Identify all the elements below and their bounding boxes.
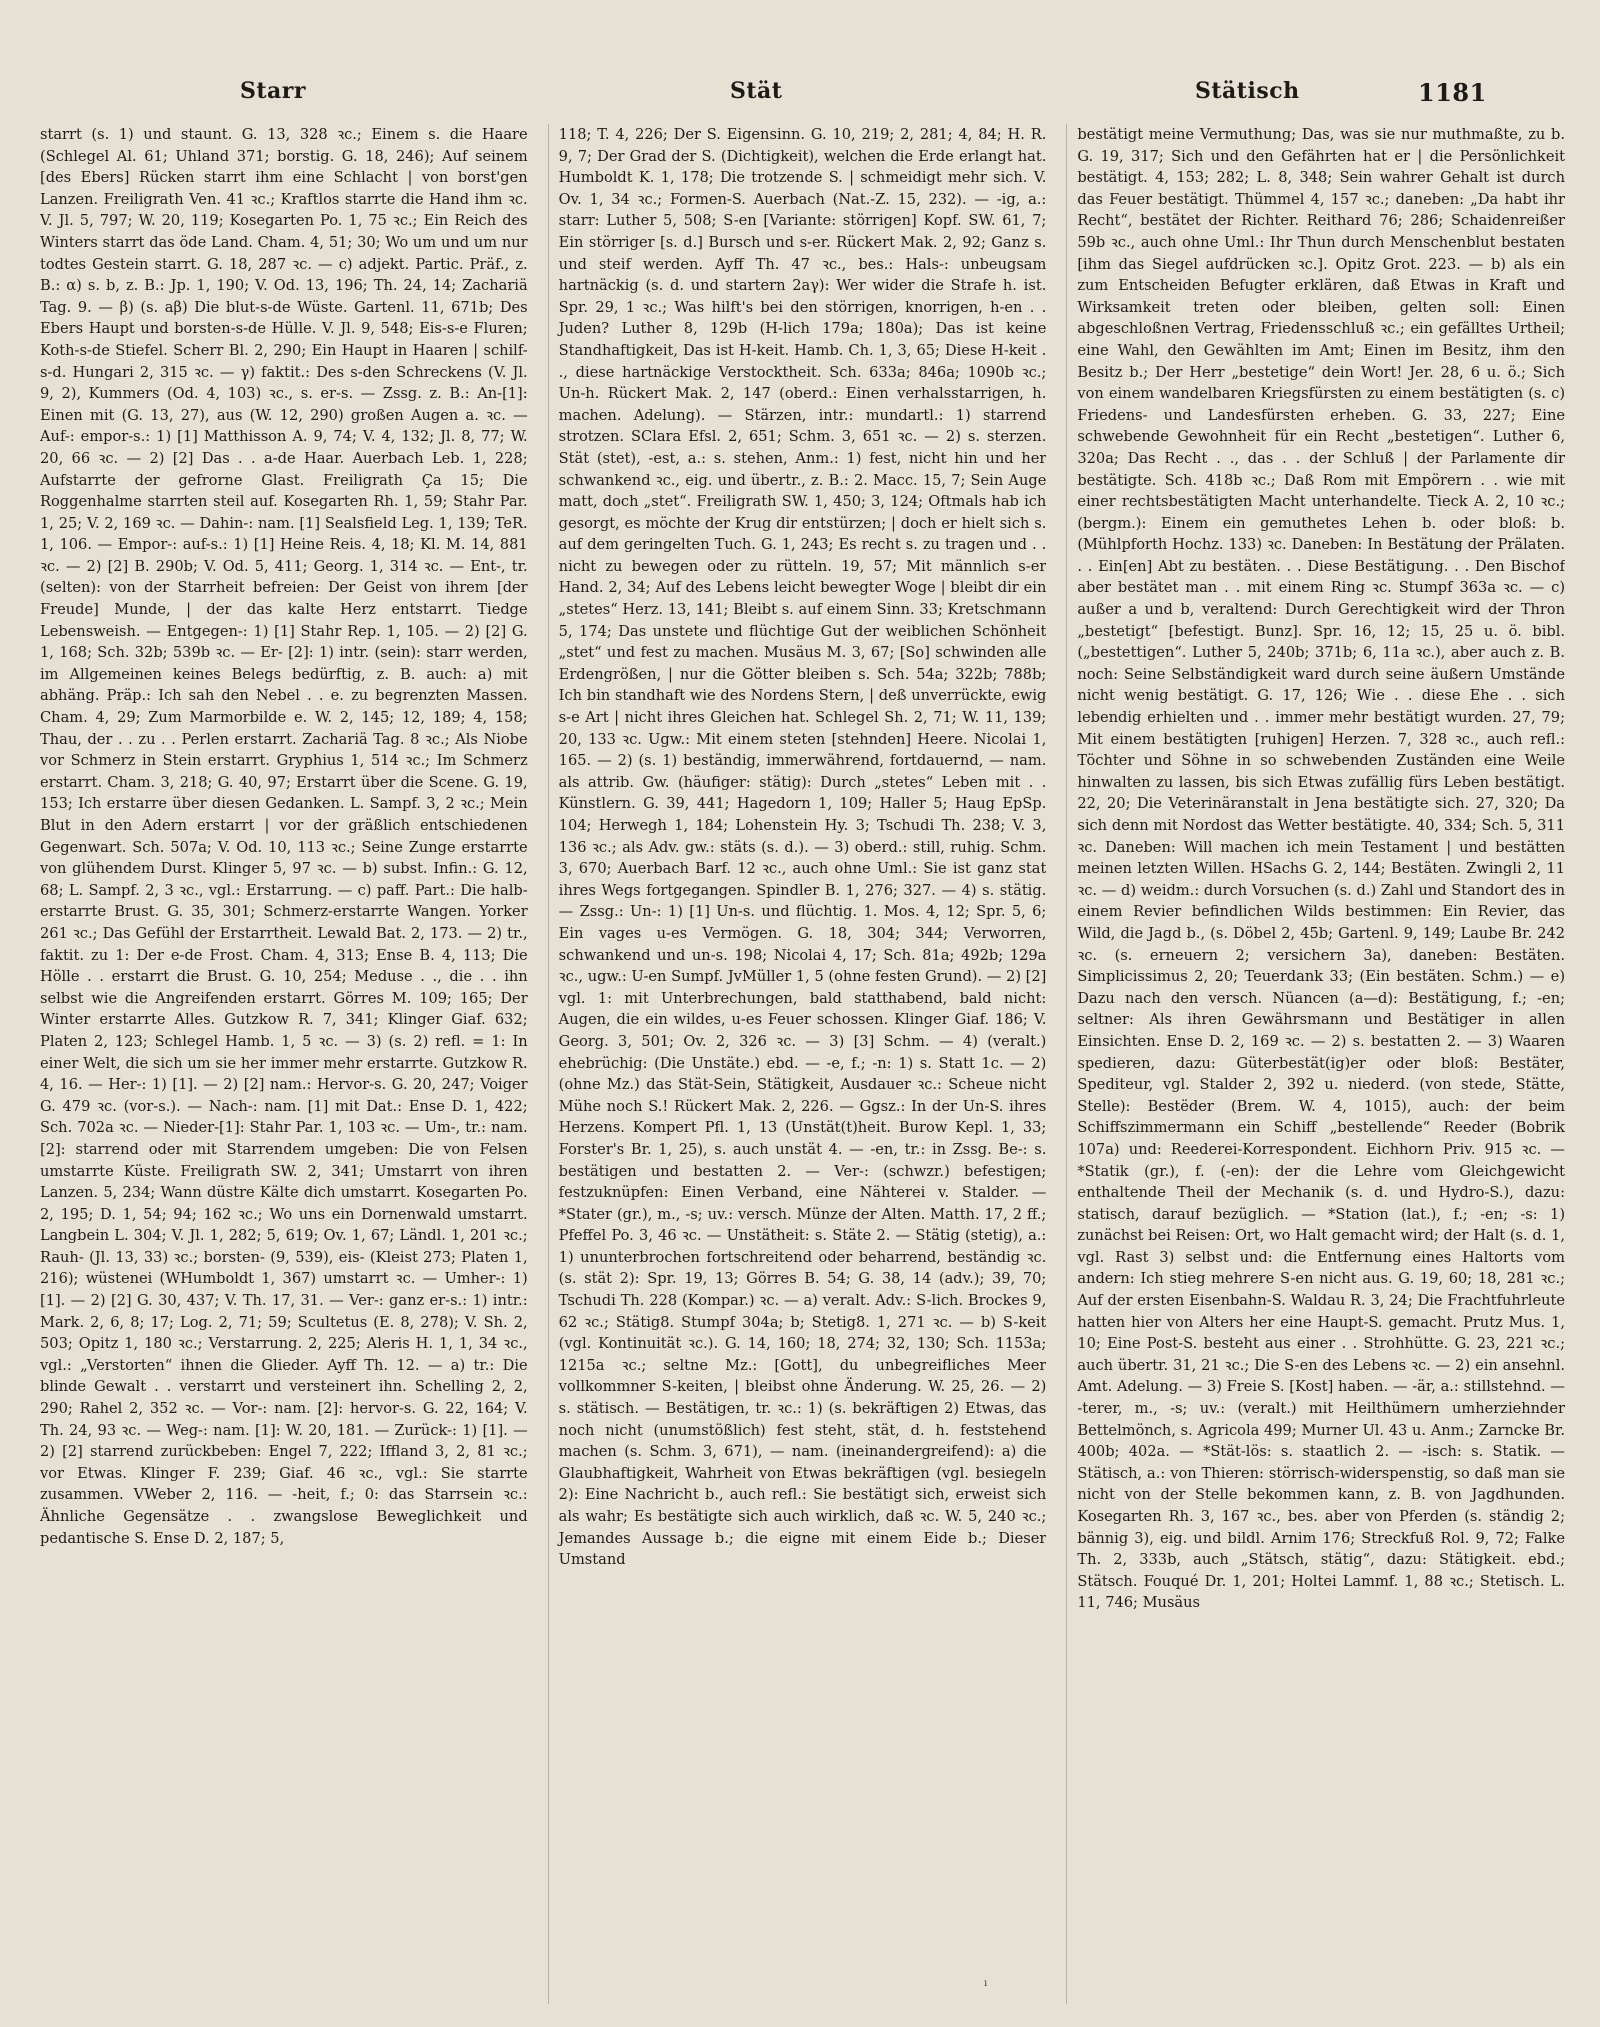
header-left-keyword: Starr <box>240 78 306 104</box>
page-header <box>0 78 1600 112</box>
column-left-text: starrt (s. 1) und staunt. G. 13, 328 ꝛc.; Einem s. die Haare (Schlegel Al. 61; Uhland 371; borstig. G. 18, 246); Auf seinem [des Ebers] Rücken starrt ihm eine Schlacht | von borst'gen Lanzen. Freiligrath Ven. 41 ꝛc.; Kraftlos starrte die Hand ihm ꝛc. V. Jl. 5, 797; W. 20, 119; Kosegarten Po. 1, 75 ꝛc.; Ein Reich des Winters starrt das öde Land. Cham. 4, 51; 30; Wo um und um nur todtes Gestein starrt. G. 18, 287 ꝛc. — c) adjekt. Partic. Präf., z. B.: α) s. b, z. B.: Jp. 1, 190; V. Od. 13, 196; Th. 24, 14; Zachariä Tag. 9. — β) (s. aβ) Die blut-s-de Wüste. Gartenl. 11, 671b; Des Ebers Haupt und borsten-s-de Hülle. V. Jl. 9, 548; Eis-s-e Fluren; Koth-s-de Stiefel. Scherr Bl. 2, 290; Ein Haupt in Haaren | schilf-s-d. Hungari 2, 315 ꝛc. — γ) faktit.: Des s-den Schreckens (V. Jl. 9, 2), Kummers (Od. 4, 103) ꝛc., s. er-s. — Zssg. z. B.: An-[1]: Einen mit (G. 13, 27), aus (W. 12, 290) großen Augen a. ꝛc. — Auf-: empor-s.: 1) [1] Matthisson A. 9, 74; V. 4, 132; Jl. 8, 77; W. 20, 66 ꝛc. — 2) [2] Das . . a-de Haar. Auerbach Leb. 1, 228; Aufstarrte der gefrorne Glast. Freiligrath Ça 15; Die Roggenhalme starrten steil auf. Kosegarten Rh. 1, 59; Stahr Par. 1, 25; V. 2, 169 ꝛc. — Dahin-: nam. [1] Sealsfield Leg. 1, 139; TeR. 1, 106. — Empor-: auf-s.: 1) [1] Heine Reis. 4, 18; Kl. M. 14, 881 ꝛc. — 2) [2] B. 290b; V. Od. 5, 411; Georg. 1, 314 ꝛc. — Ent-, tr. (selten): von der Starrheit befreien: Der Geist von ihrem [der Freude] Munde, | der das kalte Herz entstarrt. Tiedge Lebensweish. — Entgegen-: 1) [1] Stahr Rep. 1, 105. — 2) [2] G. 1, 168; Sch. 32b; 539b ꝛc. — Er- [2]: 1) intr. (sein): starr werden, im Allgemeinen keines Belegs bedürftig, z. B. auch: a) mit abhäng. Präp.: Ich sah den Nebel . . e. zu begrenzten Massen. Cham. 4, 29; Zum Marmorbilde e. W. 2, 145; 12, 189; 4, 158; Thau, der . . zu . . Perlen erstarrt. Zachariä Tag. 8 ꝛc.; Als Niobe vor Schmerz in Stein erstarrt. Gryphius 1, 514 ꝛc.; Im Schmerz erstarrt. Cham. 3, 218; G. 40, 97; Erstarrt über die Scene. G. 19, 153; Ich erstarre über diesen Gedanken. L. Sampf. 3, 2 ꝛc.; Mein Blut in den Adern erstarrt | vor der gräßlich entschiedenen Gegenwart. Sch. 507a; V. Od. 10, 113 ꝛc.; Seine Zunge erstarrte von glühendem Durst. Klinger 5, 97 ꝛc. — b) subst. Infin.: G. 12, 68; L. Sampf. 2, 3 ꝛc., vgl.: Erstarrung. — c) paff. Part.: Die halb-erstarrte Brust. G. 35, 301; Schmerz-erstarrte Wangen. Yorker 261 ꝛc.; Das Gefühl der Erstarrtheit. Lewald Bat. 2, 173. — 2) tr., faktit. zu 1: Der e-de Frost. Cham. 4, 313; Ense B. 4, 113; Die Hölle . . erstarrt die Brust. G. 10, 254; Meduse . ., die . . ihn selbst wie die Angreifenden erstarrt. Görres M. 109; 165; Der Winter erstarrte Alles. Gutzkow R. 7, 341; Klinger Giaf. 632; Platen 2, 123; Schlegel Hamb. 1, 5 ꝛc. — 3) (s. 2) refl. = 1: In einer Welt, die sich um sie her immer mehr erstarrte. Gutzkow R. 4, 16. — Her-: 1) [1]. — 2) [2] nam.: Hervor-s. G. 20, 247; Voiger G. 479 ꝛc. (vor-s.). — Nach-: nam. [1] mit Dat.: Ense D. 1, 422; Sch. 702a ꝛc. — Nieder-[1]: Stahr Par. 1, 103 ꝛc. — Um-, tr.: nam. [2]: starrend oder mit Starrendem umgeben: Die von Felsen umstarrte Küste. Freiligrath SW. 2, 341; Umstarrt von ihren Lanzen. 5, 234; Wann düstre Kälte dich umstarrt. Kosegarten Po. 2, 195; D. 1, 54; 94; 162 ꝛc.; Wo uns ein Dornenwald umstarrt. Langbein L. 304; V. Jl. 1, 282; 5, 619; Ov. 1, 67; Ländl. 1, 201 ꝛc.; Rauh- (Jl. 13, 33) ꝛc.; borsten- (9, 539), eis- (Kleist 273; Platen 1, 216); wüstenei (WHumboldt 1, 367) umstarrt ꝛc. — Umher-: 1) [1]. — 2) [2] G. 30, 437; V. Th. 17, 31. — Ver-: ganz er-s.: 1) intr.: Mark. 2, 6, 8; 17; Log. 2, 71; 59; Scultetus (E. 8, 278); V. Sh. 2, 503; Opitz 1, 180 ꝛc.; Verstarrung. 2, 225; Aleris H. 1, 1, 34 ꝛc., vgl.: „Verstorten“ ihnen die Glieder. Ayff Th. 12. — a) tr.: Die blinde Gewalt . . verstarrt und versteinert ihn. Schelling 2, 2, 290; Rahel 2, 352 ꝛc. — Vor-: nam. [2]: hervor-s. G. 22, 164; V. Th. 24, 93 ꝛc. — Weg-: nam. [1]: W. 20, 181. — Zurück-: 1) [1]. — 2) [2] starrend zurückbeben: Engel 7, 222; Iffland 3, 2, 81 ꝛc.; vor Etwas. Klinger F. 239; Giaf. 46 ꝛc., vgl.: Sie starrte zusammen. VWeber 2, 116. — -heit, f.; 0: das Starrsein ꝛc.: Ähnliche Gegensätze . . zwangslose Beweglichkeit und pedantische S. Ense D. 2, 187; 5, <box>40 126 528 1547</box>
column-right <box>1066 124 1565 2004</box>
column-middle-text: 118; T. 4, 226; Der S. Eigensinn. G. 10, 219; 2, 281; 4, 84; H. R. 9, 7; Der Grad der S. (Dichtigkeit), welchen die Erde erlangt hat. Humboldt K. 1, 178; Die trotzende S. | schmeidigt mehr sich. V. Ov. 1, 34 ꝛc.; Formen-S. Auerbach (Nat.-Z. 15, 232). — -ig, a.: starr: Luther 5, 508; S-en [Variante: störrigen] Kopf. SW. 61, 7; Ein störriger [s. d.] Bursch und s-er. Rückert Mak. 2, 92; Ganz s. und steif werden. Ayff Th. 47 ꝛc., bes.: Hals-: unbeugsam hartnäckig (s. d. und startern 2aγ): Wer wider die Strafe h. ist. Spr. 29, 1 ꝛc.; Was hilft's bei den störrigen, knorrigen, h-en . . Juden? Luther 8, 129b (H-lich 179a; 180a); Das ist keine Standhaftigkeit, Das ist H-keit. Hamb. Ch. 1, 3, 65; Diese H-keit . ., diese hartnäckige Verstocktheit. Sch. 633a; 846a; 1090b ꝛc.; Un-h. Rückert Mak. 2, 147 (oberd.: Einen verhalsstarrigen, h. machen. Adelung). — Stärzen, intr.: mundartl.: 1) starrend strotzen. SClara Efsl. 2, 651; Schm. 3, 651 ꝛc. — 2) s. sterzen. Stät (stet), -est, a.: s. stehen, Anm.: 1) fest, nicht hin und her schwankend ꝛc., eig. und übertr., z. B.: 2. Macc. 15, 7; Sein Auge matt, doch „stet“. Freiligrath SW. 1, 450; 3, 124; Oftmals hab ich gesorgt, es möchte der Krug dir entstürzen; | doch er hielt sich s. auf dem geringelten Tuch. G. 1, 243; Es recht s. zu tragen und . . nicht zu bewegen oder zu rütteln. 19, 57; Mit männlich s-er Hand. 2, 34; Auf des Lebens leicht bewegter Woge | bleibt dir ein „stetes“ Herz. 13, 141; Bleibt s. auf einem Sinn. 33; Kretschmann 5, 174; Das unstete und flüchtige Gut der weiblichen Schönheit „stet“ und fest zu machen. Musäus M. 3, 67; [So] schwinden alle Erdengrößen, | nur die Götter bleiben s. Sch. 54a; 322b; 788b; Ich bin standhaft wie des Nordens Stern, | deß unverrückte, ewig s-e Art | nicht ihres Gleichen hat. Schlegel Sh. 2, 71; W. 11, 139; 20, 133 ꝛc. Ugw.: Mit einem steten [stehnden] Heere. Nicolai 1, 165. — 2) (s. 1) beständig, immerwährend, fortdauernd, — nam. als attrib. Gw. (häufiger: stätig): Durch „stetes“ Leben mit . . Künstlern. G. 39, 441; Hagedorn 1, 109; Haller 5; Haug EpSp. 104; Herwegh 1, 184; Lohenstein Hy. 3; Tschudi Th. 238; V. 3, 136 ꝛc.; als Adv. gw.: stäts (s. d.). — 3) oberd.: still, ruhig. Schm. 3, 670; Auerbach Barf. 12 ꝛc., auch ohne Uml.: Sie ist ganz stat ihres Wegs fortgegangen. Spindler B. 1, 276; 327. — 4) s. stätig. — Zssg.: Un-: 1) [1] Un-s. und flüchtig. 1. Mos. 4, 12; Spr. 5, 6; Ein vages u-es Vermögen. G. 18, 304; 344; Verworren, schwankend und un-s. 198; Nicolai 4, 17; Sch. 81a; 492b; 129a ꝛc., ugw.: U-en Sumpf. JvMüller 1, 5 (ohne festen Grund). — 2) [2] vgl. 1: mit Unterbrechungen, bald statthabend, bald nicht: Augen, die ein wildes, u-es Feuer schossen. Klinger Giaf. 186; V. Georg. 3, 501; Ov. 2, 326 ꝛc. — 3) [3] Schm. — 4) (veralt.) ehebrüchig: (Die Unstäte.) ebd. — -e, f.; -n: 1) s. Statt 1c. — 2) (ohne Mz.) das Stät-Sein, Stätigkeit, Ausdauer ꝛc.: Scheue nicht Mühe noch S.! Rückert Mak. 2, 226. — Ggsz.: In der Un-S. ihres Herzens. Kompert Pfl. 1, 13 (Unstät(t)heit. Burow Kepl. 1, 33; Forster's Br. 1, 25), s. auch unstät 4. — -en, tr.: in Zssg. Be-: s. bestätigen und bestatten 2. — Ver-: (schwzr.) befestigen; festzuknüpfen: Einen Verband, eine Nähterei v. Stalder. — *Stater (gr.), m., -s; uv.: versch. Münze der Alten. Matth. 17, 2 ff.; Pfeffel Po. 3, 46 ꝛc. — Unstätheit: s. Stäte 2. — Stätig (stetig), a.: 1) ununterbrochen fortschreitend oder beharrend, beständig ꝛc. (s. stät 2): Spr. 19, 13; Görres B. 54; G. 38, 14 (adv.); 39, 70; Tschudi Th. 228 (Kompar.) ꝛc. — a) veralt. Adv.: S-lich. Brockes 9, 62 ꝛc.; Stätig8. Stumpf 304a; b; Stetig8. 1, 271 ꝛc. — b) S-keit (vgl. Kontinuität ꝛc.). G. 14, 160; 18, 274; 32, 130; Sch. 1153a; 1215a ꝛc.; seltne Mz.: [Gott], du unbegreifliches Meer vollkommner S-keiten, | bleibst ohne Änderung. W. 25, 26. — 2) s. stätisch. — Bestätigen, tr. ꝛc.: 1) (s. bekräftigen 2) Etwas, das noch nicht (unumstößlich) fest steht, stät, d. h. feststehend machen (s. Schm. 3, 671), — nam. (ineinandergreifend): a) die Glaubhaftigkeit, Wahrheit von Etwas bekräftigen (vgl. besiegeln 2): Eine Nachricht b., auch refl.: Sie bestätigt sich, erweist sich als wahr; Es bestätigte sich auch wirklich, daß ꝛc. W. 5, 240 ꝛc.; Jemandes Aussage b.; die eigne mit einem Eide b.; Dieser Umstand <box>558 126 1047 1569</box>
page-number: 1181 <box>1418 78 1487 107</box>
header-center-keyword: Stät <box>730 78 783 104</box>
header-right-keyword: Stätisch <box>1195 78 1300 104</box>
column-left <box>40 124 528 2004</box>
footer-mark: ı <box>984 1978 988 1989</box>
column-right-text: bestätigt meine Vermuthung; Das, was sie nur muthmaßte, zu b. G. 19, 317; Sich und den Gefährten hat er | die Persönlichkeit bestätigt. 4, 153; 282; L. 8, 348; Sein wahrer Gehalt ist durch das Feuer bestätigt. Thümmel 4, 157 ꝛc.; daneben: „Da habt ihr Recht“, bestätet der Richter. Reithard 76; 286; Schaidenreißer 59b ꝛc., auch ohne Uml.: Ihr Thun durch Menschenblut bestaten [ihm das Siegel aufdrücken ꝛc.]. Opitz Grot. 223. — b) als ein zum Entscheiden Befugter erklären, daß Etwas in Kraft und Wirksamkeit treten oder bleiben, gelten soll: Einen abgeschloßnen Vertrag, Friedensschluß ꝛc.; ein gefälltes Urtheil; eine Wahl, den Gewählten im Amt; Einen im Besitz, ihm den Besitz b.; Der Herr „bestetige“ dein Wort! Jer. 28, 6 u. ö.; Sich von einem wandelbaren Kriegsfürsten zu einem bestätigten (s. c) Friedens- und Landesfürsten erheben. G. 33, 227; Eine schwebende Gewohnheit für ein Recht „bestetigen“. Luther 6, 320a; Das Recht . ., das . . der Schluß | der Parlamente dir bestätigte. Sch. 418b ꝛc.; Daß Rom mit Empörern . . wie mit einer rechtsbestätigten Macht unterhandelte. Tieck A. 2, 10 ꝛc.; (bergm.): Einem ein gemuthetes Lehen b. oder bloß: b. (Mühlpforth Hochz. 133) ꝛc. Daneben: In Bestätung der Prälaten. . . Ein[en] Abt zu bestäten. . . Diese Bestätigung. . . Den Bischof aber bestätet man . . mit einem Ring ꝛc. Stumpf 363a ꝛc. — c) außer a und b, veraltend: Durch Gerechtigkeit wird der Thron „bestetigt“ [befestigt. Bunz]. Spr. 16, 12; 15, 25 u. ö. bibl. („bestettigen“. Luther 5, 240b; 371b; 6, 11a ꝛc.), aber auch z. B. noch: Seine Selbständigkeit ward durch seine äußern Umstände nicht wenig bestätigt. G. 17, 126; Wie . . diese Ehe . . sich lebendig erhielten und . . immer mehr bestätigt wurden. 27, 79; Mit einem bestätigten [ruhigen] Herzen. 7, 328 ꝛc., auch refl.: Töchter und Söhne in so schwebenden Zuständen eine Weile hinwalten zu lassen, bis sich Etwas zufällig fürs Leben bestätigt. 22, 20; Die Veterinäranstalt in Jena bestätigte sich. 27, 320; Da sich denn mit Nordost das Wetter bestätigte. 40, 334; Sch. 5, 311 ꝛc. Daneben: Will machen ich mein Testament | und bestätten meinen letzten Willen. HSachs G. 2, 144; Bestäten. Zwingli 2, 11 ꝛc. — d) weidm.: durch Vorsuchen (s. d.) Zahl und Standort des in einem Revier befindlichen Wilds bestimmen: Ein Revier, das Wild, die Jagd b., (s. Döbel 2, 45b; Gartenl. 9, 149; Laube Br. 242 ꝛc. (s. erneuern 2; versichern 3a), daneben: Bestäten. Simplicissimus 2, 20; Teuerdank 33; (Ein bestäten. Schm.) — e) Dazu nach den versch. Nüancen (a—d): Bestätigung, f.; -en; seltner: Als ihren Gewährsmann und Bestätiger in allen Einsichten. Ense D. 2, 169 ꝛc. — 2) s. bestatten 2. — 3) Waaren spedieren, dazu: Güterbestät(ig)er oder bloß: Bestäter, Spediteur, vgl. Stalder 2, 392 u. niederd. (von stede, Stätte, Stelle): Bestëder (Brem. W. 4, 1015), auch: der beim Schiffszimmermann ein Schiff „bestellende“ Reeder (Bobrik 107a) und: Reederei-Korrespondent. Eichhorn Priv. 915 ꝛc. — *Statik (gr.), f. (-en): der die Lehre vom Gleichgewicht enthaltende Theil der Mechanik (s. d. und Hydro-S.), dazu: statisch, darauf bezüglich. — *Station (lat.), f.; -en; -s: 1) zunächst bei Reisen: Ort, wo Halt gemacht wird; der Halt (s. d. 1, vgl. Rast 3) selbst und: die Entfernung eines Haltorts vom andern: Ich stieg mehrere S-en nicht aus. G. 19, 60; 18, 281 ꝛc.; Auf der ersten Eisenbahn-S. Waldau R. 3, 24; Die Frachtfuhrleute hatten hier von Alters her eine Haupt-S. gemacht. Prutz Mus. 1, 10; Eine Post-S. besteht aus einer . . Strohhütte. G. 23, 221 ꝛc.; auch übertr. 31, 21 ꝛc.; Die S-en des Lebens ꝛc. — 2) ein ansehnl. Amt. Adelung. — 3) Freie S. [Kost] haben. — -är, a.: stillstehnd. — -terer, m., -s; uv.: (veralt.) mit Heilthümern umherziehnder Bettelmönch, s. Agricola 499; Murner Ul. 43 u. Anm.; Zarncke Br. 400b; 402a. — *Stät-lös: s. staatlich 2. — -isch: s. Statik. — Stätisch, a.: von Thieren: störrisch-widerspenstig, so daß man sie nicht von der Stelle bekommen kann, z. B. von Jagdhunden. Kosegarten Rh. 3, 167 ꝛc., bes. aber von Pferden (s. ständig 2; bännig 3), eig. und bildl. Arnim 176; Streckfuß Rol. 9, 72; Falke Th. 2, 333b, auch „Stätsch, stätig“, dazu: Stätigkeit. ebd.; Stätsch. Fouqué Dr. 1, 201; Holtei Lammf. 1, 88 ꝛc.; Stetisch. L. 11, 746; Musäus <box>1077 126 1566 1612</box>
column-middle <box>548 124 1047 2004</box>
dictionary-columns <box>40 124 1565 2004</box>
